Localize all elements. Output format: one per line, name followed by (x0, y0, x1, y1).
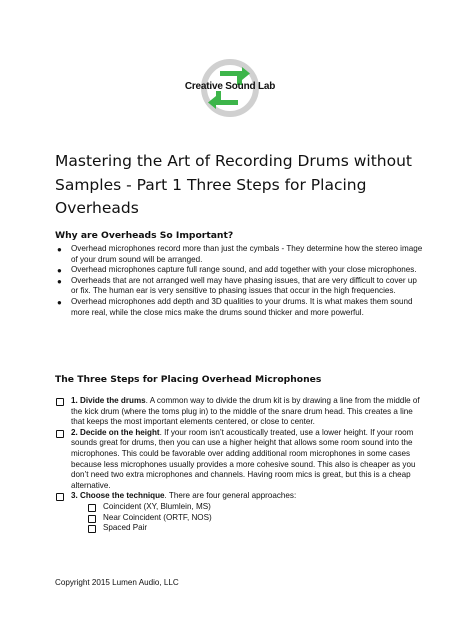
list-item: ● Overhead microphones add depth and 3D qualities to your drums. It is what makes them sound more real, while the close mics make the drums sound thicker and more powerful. (57, 296, 413, 317)
list-item: Near Coincident (ORTF, NOS) (87, 513, 425, 524)
checkbox-icon (88, 525, 96, 533)
document-title: Mastering the Art of Recording Drums without Samples - Part 1 Three Steps for Placing Overheads (55, 152, 412, 217)
steps-checklist (55, 396, 425, 534)
list-item: ● Overhead microphones capture full range sound, and add together with your close microphones. (57, 265, 417, 276)
checkbox-icon (88, 504, 96, 512)
logo-text: Creative Sound Lab (184, 81, 276, 92)
section-heading-why: Why are Overheads So Important? (55, 230, 234, 241)
list-item: ● Overhead microphones record more than just the cymbals - They determine how the stereo image of your drum sound will be arranged. (57, 244, 423, 264)
checkbox-icon (56, 430, 64, 438)
step-item: 2. Decide on the height. If your room isn’t acoustically treated, use a lower height. If your room sounds great for drums, then you can use a higher height that allows some room sound into the microphones. This could be favorable over adding additional room microphones in some cases because less microphones usually provides a more cohesive sound. This also is cheaper as you don’t need two extra microphones and channels. Having room mics is great, but this is a cheap alternative. (55, 428, 425, 492)
checkbox-icon (56, 493, 64, 501)
list-item: Coincident (XY, Blumlein, MS) (87, 502, 425, 513)
logo (180, 58, 280, 118)
copyright-footer: Copyright 2015 Lumen Audio, LLC (55, 578, 179, 587)
list-item: ● Overheads that are not arranged well may have phasing issues, that are very difficult to cover up or fix. The human ear is very sensitive to phasing issues that occur in the high frequencies. (57, 275, 417, 296)
bullet-icon: ● (57, 297, 62, 307)
list-item: Spaced Pair (87, 523, 425, 534)
technique-list (71, 502, 425, 534)
bullet-icon: ● (57, 245, 62, 254)
section-heading-steps: The Three Steps for Placing Overhead Microphones (55, 374, 322, 385)
why-bullet-list (55, 244, 425, 318)
checkbox-icon (56, 398, 64, 406)
step-item: 1. Divide the drums. A common way to divide the drum kit is by drawing a line from the middle of the kick drum (where the toms plug in) to the middle of the snare drum head. This creates a line that keeps the most important elements centered, or close to center. (55, 396, 425, 428)
bullet-icon: ● (57, 276, 62, 286)
step-item: 3. Choose the technique. There are four general approaches: Coincident (XY, Blumlein, MS) Near Coincident (ORTF, NOS) Spaced Pair (55, 491, 425, 533)
bullet-icon: ● (57, 266, 62, 276)
checkbox-icon (88, 515, 96, 523)
